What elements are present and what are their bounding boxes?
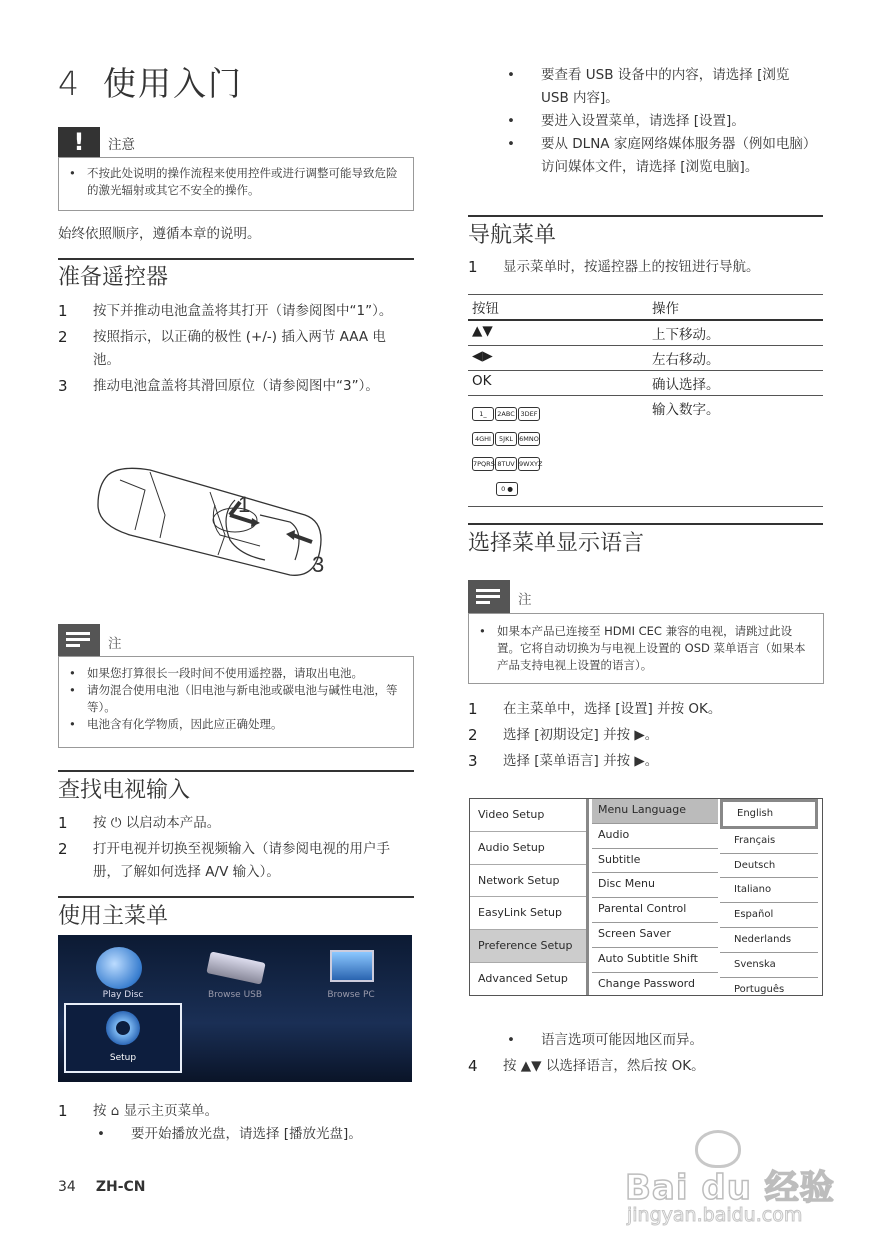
section-rule — [58, 896, 414, 898]
number-key: 7PQRS — [472, 457, 494, 471]
home-menu-screenshot — [58, 935, 412, 1082]
tile-label: Play Disc — [102, 990, 144, 1000]
language-option[interactable]: Nederlands — [720, 928, 818, 953]
bullet-item: • 语言选项可能因地区而异。 — [507, 1032, 703, 1048]
bullet-item: • 要开始播放光盘，请选择 [播放光盘]。 — [97, 1126, 362, 1142]
number-key: 2ABC — [495, 407, 517, 421]
usb-icon — [206, 951, 265, 984]
step-item: 4 按 ▲▼ 以选择语言，然后按 OK。 — [468, 1057, 705, 1075]
table-cell: OK — [472, 373, 492, 389]
table-header: 操作 — [652, 301, 679, 317]
home-options-bullets — [468, 64, 813, 179]
intro-text: 始终依照顺序，遵循本章的说明。 — [58, 226, 261, 242]
note-item: • 请勿混合使用电池（旧电池与新电池或碳电池与碱性电池，等等）。 — [69, 683, 398, 714]
language-final — [468, 1029, 823, 1078]
language-heading: 选择菜单显示语言 — [468, 531, 645, 556]
remote-battery-illustration — [90, 460, 340, 590]
tile-label: Browse USB — [207, 990, 263, 1000]
settings-option[interactable]: Disc Menu — [592, 873, 718, 898]
language-option[interactable]: Português — [734, 983, 785, 995]
settings-option-list — [592, 799, 718, 996]
step-item: 3 选择 [菜单语言] 并按 ▶。 — [468, 752, 659, 770]
page-footer: 34 ZH-CN — [58, 1179, 146, 1195]
settings-category[interactable]: EasyLink Setup — [470, 897, 586, 930]
settings-category-list — [470, 799, 589, 995]
number-key: 4GHI — [472, 432, 494, 446]
note-item: • 如果本产品已连接至 HDMI CEC 兼容的电视，请跳过此设置。它将自动切换为与电视上设置的 OSD 菜单语言（如果本产品支持电视上设置的语言）。 — [479, 624, 806, 672]
number-key: 9WXYZ — [518, 457, 540, 471]
main-menu-heading: 使用主菜单 — [58, 904, 169, 929]
note-icon — [58, 624, 100, 656]
settings-option[interactable]: Audio — [592, 824, 718, 849]
number-key: 0 ● — [496, 482, 518, 496]
number-key: 3DEF — [518, 407, 540, 421]
note-item: • 电池含有化学物质，因此应正确处理。 — [69, 717, 283, 731]
watermark-brand: Bai du 经验 — [625, 1168, 835, 1208]
step-item: 2 打开电视并切换至视频输入（请参阅电视的用户手册，了解如何选择 A/V 输入）。 — [58, 840, 390, 880]
baidu-watermark — [625, 1130, 835, 1230]
remote-steps — [58, 300, 403, 398]
language-value-list — [720, 799, 818, 1001]
section-rule — [468, 523, 823, 525]
settings-category[interactable]: Video Setup — [470, 799, 586, 832]
settings-category[interactable]: Network Setup — [470, 865, 586, 898]
numeric-keypad — [468, 396, 648, 507]
language-steps — [468, 698, 823, 773]
language-option[interactable]: Français — [720, 829, 818, 854]
caution-label: 注意 — [108, 137, 135, 153]
table-header: 按钮 — [472, 301, 499, 317]
table-cell: ▲▼ — [472, 323, 493, 339]
settings-category[interactable]: Audio Setup — [470, 832, 586, 865]
tv-input-heading: 查找电视输入 — [58, 778, 191, 803]
note-icon — [468, 580, 510, 613]
language-option[interactable]: Italiano — [720, 878, 818, 903]
settings-option[interactable]: Auto Subtitle Shift — [592, 948, 718, 973]
nav-heading: 导航菜单 — [468, 223, 557, 248]
tv-input-steps — [58, 812, 410, 884]
figure-label: 1 — [238, 492, 251, 517]
language-option[interactable]: Svenska — [720, 953, 818, 978]
step-item: 1 按下并推动电池盒盖将其打开（请参阅图中“1”）。 — [58, 302, 393, 320]
step-item: 1 在主菜单中，选择 [设置] 并按 OK。 — [468, 700, 722, 718]
settings-category-selected[interactable]: Preference Setup — [470, 930, 586, 963]
note-box — [58, 624, 414, 748]
step-item: 2 按照指示，以正确的极性 (+/-) 插入两节 AAA 电池。 — [58, 328, 386, 368]
step-item: 1 按 ⌂ 显示主页菜单。 — [58, 1102, 219, 1120]
caution-item: • 不按此处说明的操作流程来使用控件或进行调整可能导致危险的激光辐射或其它不安全的操作。 — [69, 166, 398, 197]
figure-label: 3 — [312, 552, 325, 577]
bullet-item: • 要进入设置菜单，请选择 [设置]。 — [507, 113, 745, 129]
settings-option[interactable]: Change Password — [598, 976, 695, 990]
note-content — [468, 613, 824, 684]
number-key: 8TUV — [495, 457, 517, 471]
remote-heading: 准备遥控器 — [58, 265, 169, 290]
step-item: 1 显示菜单时，按遥控器上的按钮进行导航。 — [468, 258, 760, 276]
table-cell: ◀▶ — [472, 348, 493, 364]
number-key: 5JKL — [495, 432, 517, 446]
tile-label: Setup — [109, 1053, 137, 1063]
tile-label: Browse PC — [327, 990, 375, 1000]
step-item: 3 推动电池盒盖将其滑回原位（请参阅图中“3”）。 — [58, 377, 379, 395]
language-option-selected[interactable]: English — [720, 799, 818, 829]
language-option[interactable]: Deutsch — [720, 854, 818, 879]
note-label: 注 — [518, 592, 532, 608]
settings-option[interactable]: Parental Control — [592, 898, 718, 923]
number-key: 6MNO — [518, 432, 540, 446]
settings-option-selected[interactable]: Menu Language — [592, 799, 718, 824]
bullet-item: • 要从 DLNA 家庭网络媒体服务器（例如电脑）访问媒体文件，请选择 [浏览电脑]。 — [507, 136, 810, 175]
number-key: 1_ — [472, 407, 494, 421]
caution-content — [58, 157, 414, 211]
chapter-title: 4 使用入门 — [58, 64, 243, 103]
language-option[interactable]: Español — [720, 903, 818, 928]
main-menu-steps — [58, 1100, 414, 1146]
section-rule — [468, 215, 823, 217]
watermark-url: jingyan.baidu.com — [627, 1204, 803, 1226]
settings-option[interactable]: Subtitle — [592, 849, 718, 874]
note-box — [468, 580, 824, 684]
settings-menu-screenshot — [469, 798, 823, 996]
note-label: 注 — [108, 636, 122, 652]
disc-icon — [96, 947, 142, 989]
warning-icon: ! — [58, 127, 100, 158]
table-cell: 上下移动。 — [652, 327, 720, 343]
table-cell: 确认选择。 — [652, 377, 720, 393]
settings-option[interactable]: Screen Saver — [592, 923, 718, 948]
bullet-item: • 要查看 USB 设备中的内容，请选择 [浏览 USB 内容]。 — [507, 67, 790, 106]
gear-icon — [106, 1011, 140, 1045]
section-rule — [58, 770, 414, 772]
table-cell: 输入数字。 — [652, 402, 720, 418]
nav-table — [468, 294, 823, 507]
pc-icon — [330, 950, 374, 982]
setup-tile[interactable] — [64, 1003, 182, 1073]
note-content — [58, 656, 414, 748]
table-cell: 左右移动。 — [652, 352, 720, 368]
step-item: 1 按 ⏻ 以启动本产品。 — [58, 814, 221, 832]
settings-category[interactable]: Advanced Setup — [478, 971, 568, 985]
caution-box — [58, 127, 414, 211]
step-item: 2 选择 [初期设定] 并按 ▶。 — [468, 726, 659, 744]
note-item: • 如果您打算很长一段时间不使用遥控器，请取出电池。 — [69, 666, 363, 680]
